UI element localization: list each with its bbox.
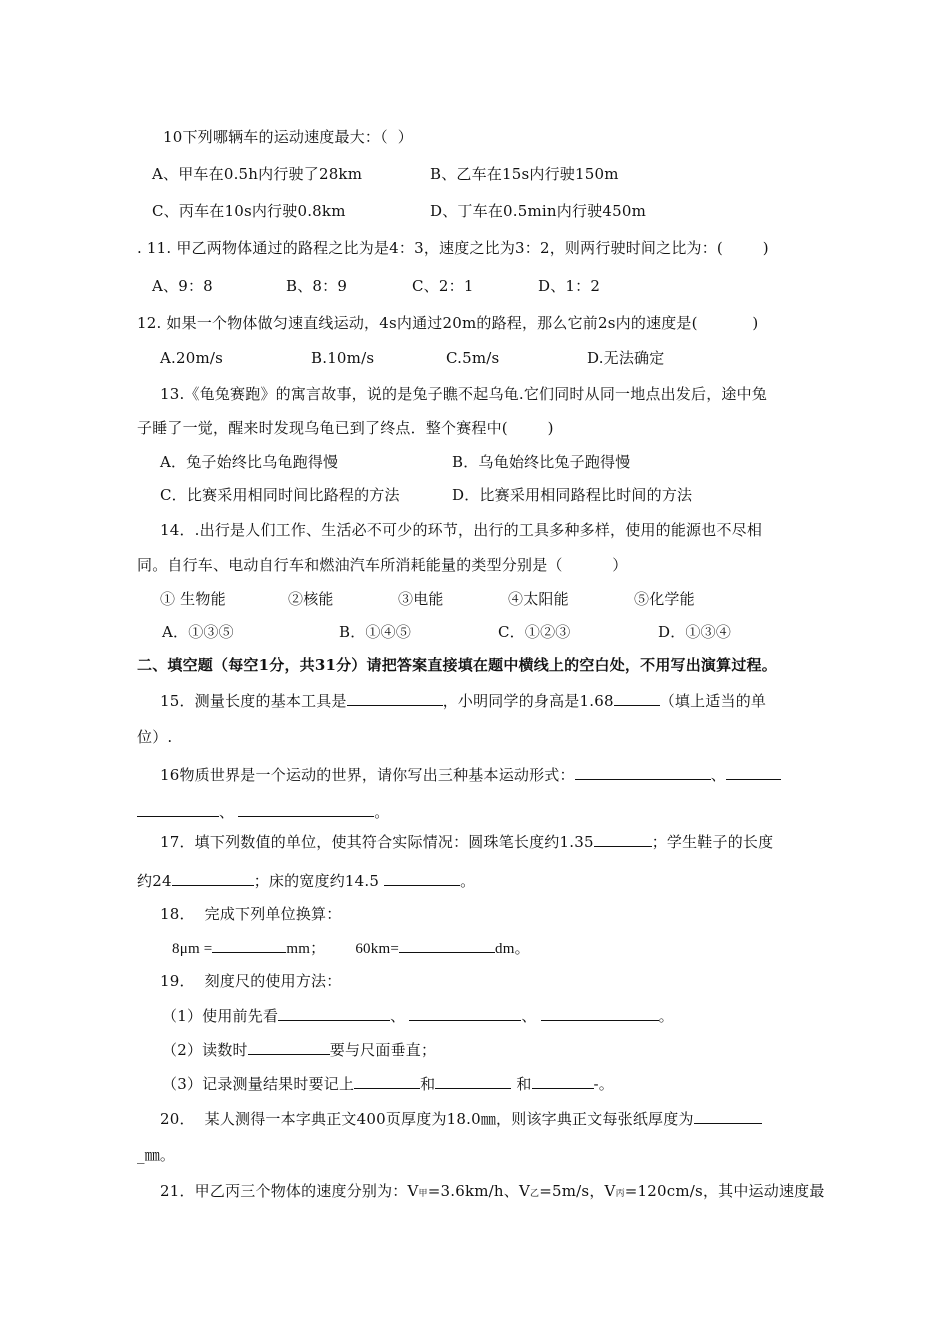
q19-blank-7[interactable]: [532, 1072, 594, 1089]
q17-text-4: ；床的宽度约14.5: [253, 872, 385, 890]
q19-text-3b: 和: [420, 1075, 436, 1093]
q14-stem-line2: 同。自行车、电动自行车和燃油汽车所消耗能量的类型分别是（ ）: [137, 556, 628, 574]
q17-text-2: ；学生鞋子的长度: [651, 833, 774, 851]
q21-sub-jia: 甲: [418, 1189, 428, 1199]
q16-end: 。: [374, 803, 390, 821]
q19-text-2b: 要与尺面垂直；: [329, 1041, 437, 1059]
q10-stem: 10下列哪辆车的运动速度最大：（ ）: [163, 128, 413, 146]
q16-blank-2a[interactable]: [726, 763, 781, 780]
q18-stem: 18． 完成下列单位换算：: [160, 905, 342, 923]
q19-text-1a: （1）使用前先看: [162, 1007, 279, 1025]
q16-sep-2: 、: [219, 803, 235, 821]
q19-text-3c: 和: [511, 1075, 532, 1093]
q15-text-2: ，小明同学的身高是1.68: [442, 692, 614, 710]
q19-stem: 19． 刻度尺的使用方法：: [160, 972, 342, 990]
q15-blank-2[interactable]: [614, 689, 660, 706]
q16-sep-1: 、: [710, 766, 726, 784]
q19-sep-1: 、: [390, 1007, 406, 1025]
q14-energy-4: ④太阳能: [508, 590, 569, 608]
q14-energy-2: ②核能: [288, 590, 334, 608]
q17-blank-1[interactable]: [594, 830, 652, 847]
q17-blank-3[interactable]: [384, 869, 460, 886]
q16-blank-2b[interactable]: [137, 800, 219, 817]
q21-sub-bing: 丙: [615, 1189, 625, 1199]
q13-option-b: B．乌龟始终比兔子跑得慢: [452, 453, 631, 471]
q17-text-1: 17．填下列数值的单位，使其符合实际情况：圆珠笔长度约1.35: [160, 833, 594, 851]
q19-blank-1[interactable]: [278, 1004, 390, 1021]
q17-text-3: 约24: [137, 872, 172, 890]
q11-stem: . 11. 甲乙两物体通过的路程之比为是4：3，速度之比为3：2，则两行驶时间之比为：( ): [137, 239, 769, 257]
q19-line1: [162, 1004, 674, 1027]
q17-end: 。: [460, 872, 476, 890]
q19-sep-2: 、: [521, 1007, 537, 1025]
q12-stem: 12. 如果一个物体做匀速直线运动，4s内通过20m的路程，那么它前2s内的速度是( ): [137, 314, 759, 332]
q14-option-c: C．①②③: [498, 623, 571, 641]
q19-blank-4[interactable]: [248, 1038, 330, 1055]
q14-energy-1: ① 生物能: [160, 590, 226, 608]
q10-option-a: A、甲车在0.5h内行驶了28km: [152, 165, 363, 183]
q15-text-1: 15．测量长度的基本工具是: [160, 692, 347, 710]
q18-conversions: [172, 936, 530, 960]
q10-option-c: C、丙车在10s内行驶0.8km: [152, 202, 346, 220]
q19-line3: [162, 1072, 614, 1095]
q11-option-d: D、1：2: [538, 277, 601, 295]
q17-blank-2[interactable]: [172, 869, 254, 886]
q21-text-2: =3.6km/h、V: [427, 1182, 531, 1200]
q12-option-c: C.5m/s: [446, 349, 500, 367]
q12-option-d: D.无法确定: [587, 349, 665, 367]
q20-text-1: 20． 某人测得一本字典正文400页厚度为18.0㎜，则该字典正文每张纸厚度为: [160, 1110, 694, 1128]
q19-blank-6[interactable]: [435, 1072, 511, 1089]
q18-text-2: mm；: [286, 941, 326, 957]
q11-option-b: B、8：9: [286, 277, 348, 295]
q19-text-3a: （3）记录测量结果时要记上: [162, 1075, 355, 1093]
q20-blank-1[interactable]: [694, 1107, 762, 1124]
q16-line1: [160, 763, 781, 786]
q20-line1: [160, 1107, 762, 1130]
q14-stem-line1: 14．.出行是人们工作、生活必不可少的环节，出行的工具多种多样，使用的能源也不尽相: [160, 521, 763, 539]
q11-option-c: C、2：1: [412, 277, 474, 295]
q12-option-a: A.20m/s: [160, 349, 224, 367]
section-2-heading: 二、填空题（每空1分，共31分）请把答案直接填在题中横线上的空白处，不用写出演算过程。: [137, 656, 777, 674]
q21-text-3: =5m/s，V: [539, 1182, 616, 1200]
q15-line1: [160, 689, 766, 712]
q16-blank-1[interactable]: [575, 763, 711, 780]
q13-option-c: C．比赛采用相同时间比路程的方法: [160, 486, 400, 504]
q12-option-b: B.10m/s: [311, 349, 375, 367]
q13-option-d: D．比赛采用相同路程比时间的方法: [452, 486, 693, 504]
q19-end-1: 。: [658, 1007, 674, 1025]
q14-option-a: A．①③⑤: [162, 623, 234, 641]
q14-energy-5: ⑤化学能: [634, 590, 695, 608]
q14-option-d: D．①③④: [658, 623, 732, 641]
q21-line1: [160, 1180, 825, 1205]
q14-energy-3: ③电能: [398, 590, 444, 608]
q19-blank-2[interactable]: [409, 1004, 521, 1021]
q18-text-1: 8μm =: [172, 941, 213, 957]
q19-line2: [162, 1038, 436, 1061]
q18-text-3: 60km=: [355, 941, 399, 957]
q10-option-b: B、乙车在15s内行驶150m: [430, 165, 619, 183]
q16-line2: [137, 800, 389, 823]
q17-line1: [160, 830, 773, 853]
q13-option-a: A．兔子始终比乌龟跑得慢: [160, 453, 339, 471]
q18-blank-1[interactable]: [212, 936, 286, 953]
q19-blank-3[interactable]: [541, 1004, 659, 1021]
q21-sub-yi: 乙: [530, 1189, 540, 1199]
q18-text-4: dm。: [495, 941, 530, 957]
q21-text-4: =120cm/s，其中运动速度最: [624, 1182, 825, 1200]
q16-blank-3[interactable]: [238, 800, 374, 817]
q11-option-a: A、9：8: [152, 277, 213, 295]
q16-text-1: 16物质世界是一个运动的世界，请你写出三种基本运动形式：: [160, 766, 575, 784]
q21-text-1: 21．甲乙丙三个物体的速度分别为：V: [160, 1182, 419, 1200]
q19-end-3: -。: [593, 1075, 614, 1093]
q15-text-3: （填上适当的单: [659, 692, 767, 710]
q13-stem-line2: 子睡了一觉，醒来时发现乌龟已到了终点．整个赛程中( ): [137, 419, 554, 437]
q19-text-2a: （2）读数时: [162, 1041, 248, 1059]
q14-option-b: B．①④⑤: [339, 623, 412, 641]
q15-blank-1[interactable]: [347, 689, 443, 706]
q10-option-d: D、丁车在0.5min内行驶450m: [430, 202, 647, 220]
q18-blank-2[interactable]: [399, 936, 495, 953]
q13-stem-line1: 13.《龟兔赛跑》的寓言故事，说的是兔子瞧不起乌龟.它们同时从同一地点出发后，途中兔: [160, 385, 768, 403]
q19-blank-5[interactable]: [354, 1072, 420, 1089]
q17-line2: [137, 869, 475, 892]
q20-line2: _㎜。: [137, 1146, 176, 1164]
q15-line2: 位）.: [137, 728, 173, 746]
